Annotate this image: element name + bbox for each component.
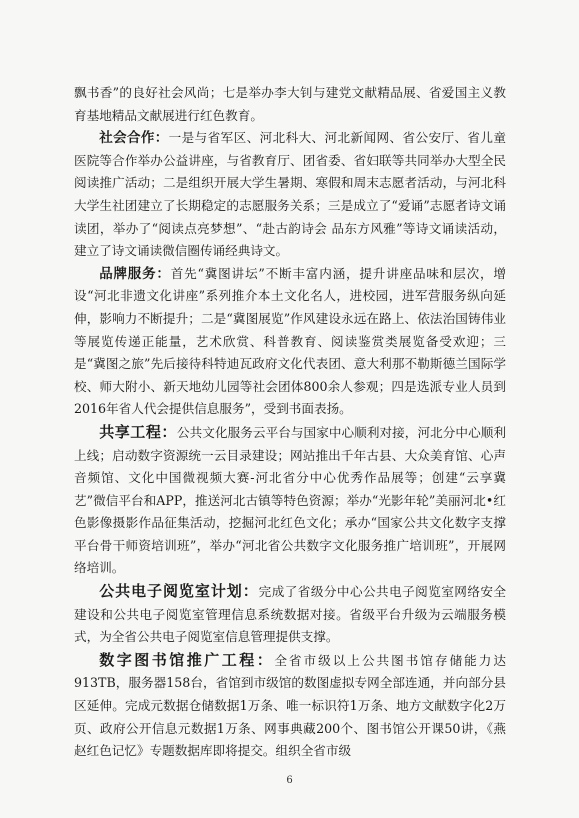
paragraph-digital-library <box>74 649 506 763</box>
paragraph-body: 完成了省级分中心公共电子阅览室网络安全建设和公共电子阅览室管理信息系统数据对接。省级平台升级为云端服务模式，为全省公共电子阅览室信息管理提供支撑。 <box>74 584 506 645</box>
paragraph-body: 一是与省军区、河北科大、河北新闻网、省公安厅、省儿童医院等合作举办公益讲座，与省教育厅、团省委、省妇联等共同举办大型全民阅读推广活动；二是组织开展大学生暑期、寒假和周末志愿者活动，与河北科大学生社团建立了长期稳定的志愿服务关系；三是成立了“爱诵”志愿者诗文诵读团，举办了“阅读点亮梦想”、“赴古韵诗会 品东方风雅”等诗文诵读活动，建立了诗文诵读微信圈传诵经典诗文。 <box>74 130 507 259</box>
page-number: 6 <box>286 775 293 786</box>
section-heading: 品牌服务： <box>99 265 171 282</box>
paragraph-body: 飘书香”的良好社会风尚；七是举办李大钊与建党文献精品展、省爱国主义教育基地精品文献展进行红色教育。 <box>74 85 506 123</box>
paragraph-body: 首先“冀图讲坛”不断丰富内涵，提升讲座品味和层次，增设“河北非遗文化讲座”系列推介本土文化名人，进校园，进军营服务纵向延伸，影响力不断提升；二是“冀图展览”作风建设永远在路上、依法治国铸伟业等展览传递正能量，艺术欣赏、科普教育、阅读鉴赏类展览备受欢迎；三是“冀图之旅”先后接待科特迪瓦政府文化代表团、意大利那不勒斯德兰国际学校、师大附小、新天地幼儿园等社会团体800余人参观；四是选派专业人员到2016年省人代会提供信息服务”，受到书面表扬。 <box>74 265 506 417</box>
paragraph-intro <box>74 82 506 127</box>
paragraph-body: 全省市级以上公共图书馆存储能力达913TB，服务器158台，省馆到市级馆的数图虚拟专网全部连通，并向部分县区延伸。完成元数据仓储数据1万条、唯一标识符1万条、地方文献数字化2万页、政府公开信息元数据1万条、网事典藏200个、图书馆公开课50讲，《燕赵红色记忆》专题数据库即将提交。组织全省市级 <box>74 652 506 759</box>
section-heading: 公共电子阅览室计划： <box>99 582 259 601</box>
section-heading: 数字图书馆推广工程： <box>99 650 275 669</box>
paragraph-brand-service <box>74 263 506 421</box>
paragraph-body: 公共文化服务云平台与国家中心顺利对接，河北分中心顺利上线；启动数字资源统一云目录建设；网站推出千年古县、大众美育馆、心声音频馆、文化中国微视频大赛-河北省分中心优秀作品展等；创建“云享冀艺”微信平台和APP，推送河北古镇等特色资源；举办“光影年轮”美丽河北•红色影像摄影作品征集活动，挖掘河北红色文化；承办“国家公共文化数字支撑平台骨干师资培训班”，举办“河北省公共数字文化服务推广培训班”，开展网络培训。 <box>74 424 506 576</box>
paragraph-sharing-project <box>74 421 506 580</box>
section-heading: 共享工程： <box>99 422 177 441</box>
paragraph-social-cooperation <box>74 127 506 263</box>
body-text <box>74 82 506 763</box>
paragraph-e-reading-room <box>74 580 506 649</box>
section-heading: 社会合作： <box>99 130 169 147</box>
